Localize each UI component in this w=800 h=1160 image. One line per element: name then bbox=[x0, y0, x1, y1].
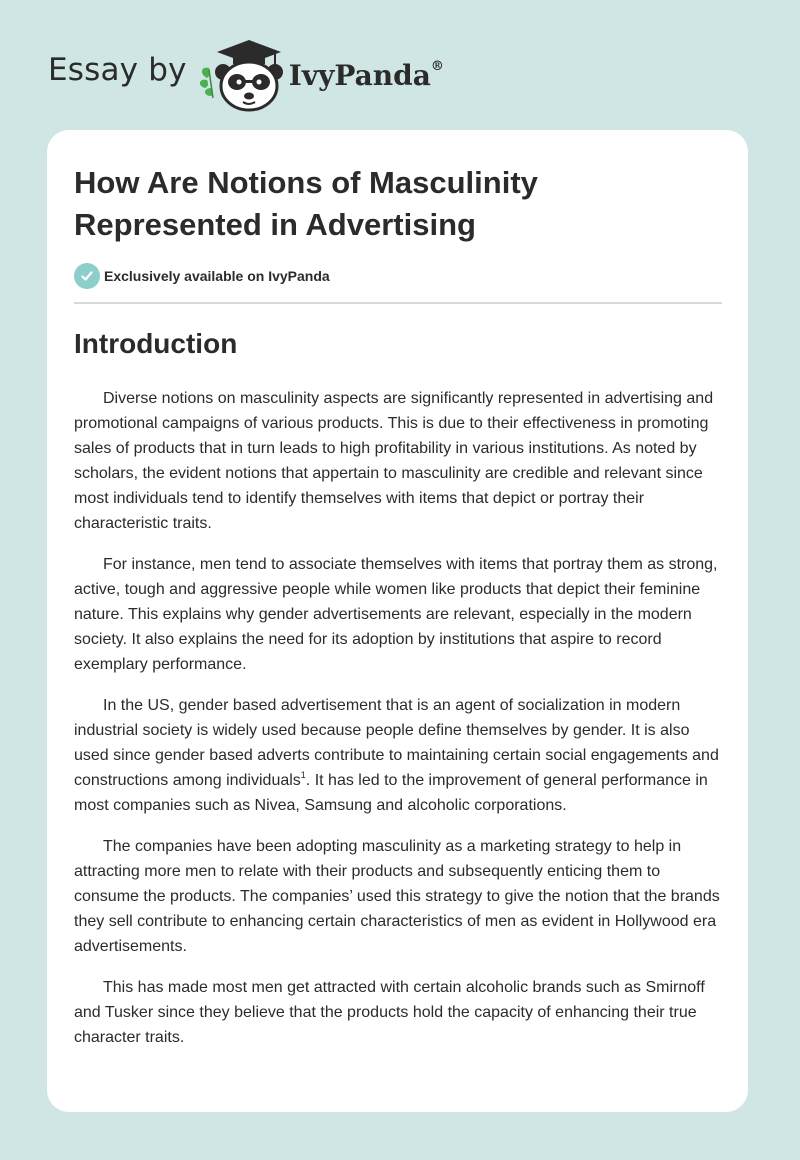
registered-mark: ® bbox=[430, 59, 444, 75]
paragraph: For instance, men tend to associate themselves with items that portray them as strong, active, tough and aggressive people while women like products that depict their feminine nature. This explains why gender advertisements are relevant, especially in the modern society. It also explains the need for its adoption by institutions that aspire to record exemplary performance. bbox=[74, 556, 718, 673]
essay-by-label: Essay by bbox=[48, 52, 187, 88]
brand-name: IvyPanda® bbox=[288, 58, 444, 92]
paragraph: This has made most men get attracted with certain alcoholic brands such as Smirnoff and Tusker since they believe that the products hold the capacity of enhancing their true character traits. bbox=[74, 979, 705, 1046]
divider bbox=[74, 302, 722, 304]
panda-logo-icon bbox=[197, 36, 287, 112]
essay-body bbox=[74, 386, 724, 1066]
essay-card bbox=[47, 130, 748, 1112]
site-header bbox=[48, 36, 444, 112]
ivypanda-logo[interactable] bbox=[197, 36, 444, 112]
footnote-reference[interactable]: 1 bbox=[300, 769, 306, 780]
checkmark-icon bbox=[74, 263, 100, 289]
page-title: How Are Notions of Masculinity Represented in Advertising bbox=[74, 165, 538, 242]
exclusive-badge-label: Exclusively available on IvyPanda bbox=[104, 268, 330, 284]
paragraph: In the US, gender based advertisement that is an agent of socialization in modern industrial society is widely used because people define themselves by gender. It is also used since gender based adverts contribute to maintaining certain social engagements and constructions among individuals$^1$. It has led to the improvement of general performance in most companies such as Nivea, Samsung and alcoholic corporations. bbox=[74, 697, 719, 814]
section-heading: Introduction bbox=[74, 328, 238, 359]
paragraph: Diverse notions on masculinity aspects are significantly represented in advertising and promotional campaigns of various products. This is due to their effectiveness in promoting sales of products that in turn leads to high profitability in various institutions. As noted by scholars, the evident notions that appertain to masculinity are credible and relevant since most individuals tend to identify themselves with items that depict or portray their characteristic traits. bbox=[74, 390, 714, 532]
exclusive-badge bbox=[74, 263, 330, 289]
paragraph: The companies have been adopting masculinity as a marketing strategy to help in attracting more men to relate with their products and subsequently enticing them to consume the products. The companies’ used this strategy to give the notion that the brands they sell contribute to enhancing certain characteristics of men as evident in Hollywood era advertisements. bbox=[74, 838, 720, 955]
